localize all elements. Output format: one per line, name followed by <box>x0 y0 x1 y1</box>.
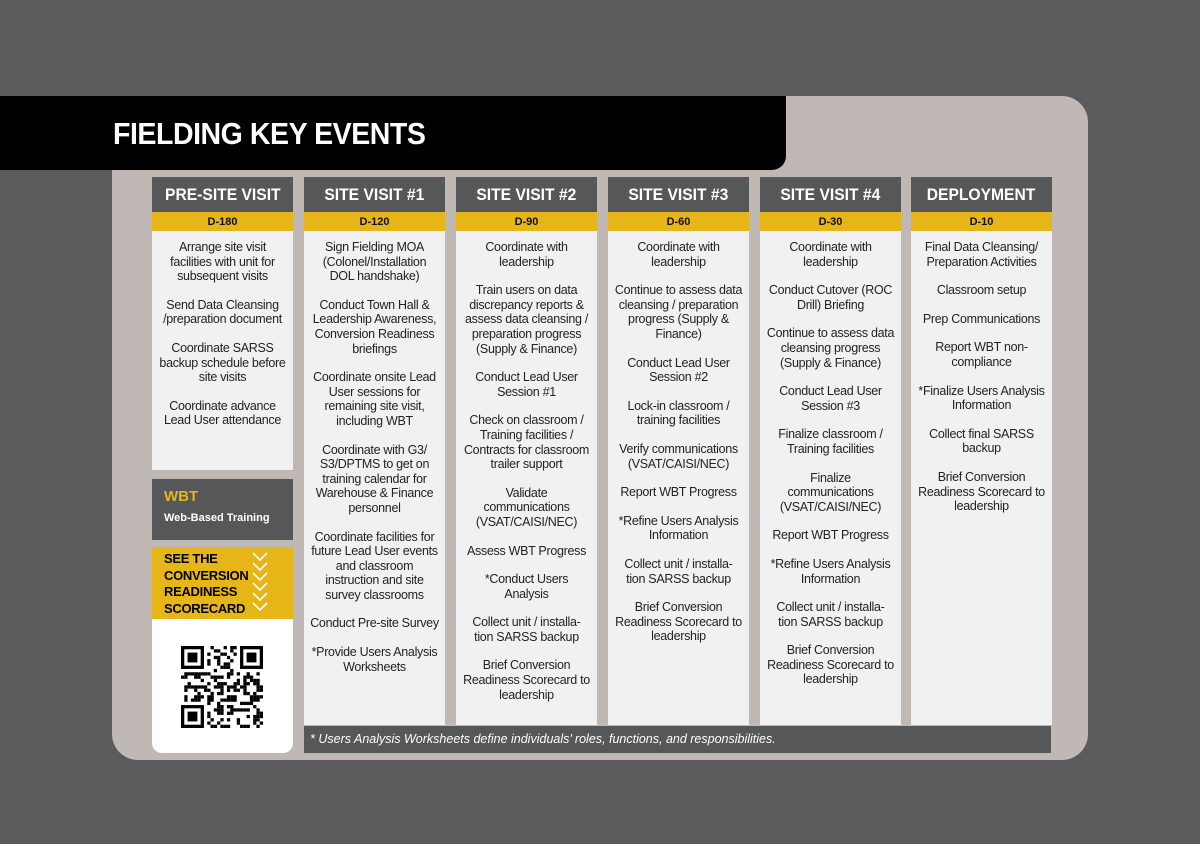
column-day: D-180 <box>152 212 293 231</box>
list-item: *Provide Users Analysis Worksheets <box>311 645 438 674</box>
list-item: *Refine Users Analysis Information <box>618 513 739 543</box>
column-deployment <box>911 177 1052 725</box>
list-item: Brief Conversion Readiness Scorecard to leadership <box>615 600 742 644</box>
column-day: D-30 <box>760 212 901 231</box>
list-item: Brief Conversion Readiness Scorecard to leadership <box>918 469 1045 514</box>
list-item: Check on classroom / Training facilities / Contracts for classroom trailer support <box>463 413 590 472</box>
list-item: Conduct Town Hall & Leadership Awareness, Conversion Readiness briefings <box>312 297 437 356</box>
list-item: Send Data Cleansing /preparation document <box>163 297 282 327</box>
list-item: Report WBT Progress <box>620 485 737 500</box>
list-item: Finalize classroom / Training facilities <box>778 427 883 456</box>
list-item: Prep Communications <box>922 311 1041 326</box>
list-item: Conduct Lead User Session #2 <box>627 355 730 385</box>
scorecard-callout[interactable] <box>152 547 293 619</box>
list-item: Report WBT Progress <box>772 528 889 543</box>
column-header: SITE VISIT #4 <box>760 177 901 212</box>
column-pre-site-visit <box>152 177 293 470</box>
wbt-box <box>152 479 293 540</box>
page-title: FIELDING KEY EVENTS <box>113 116 426 151</box>
column-day: D-120 <box>304 212 445 231</box>
list-item: Lock-in classroom / training facilities <box>627 398 730 428</box>
column-day: D-90 <box>456 212 597 231</box>
list-item: Conduct Pre-site Survey <box>310 616 439 631</box>
scorecard-text: SEE THE CONVERSION READINESS SCORECARD <box>164 551 249 616</box>
column-site-visit-1 <box>304 177 445 725</box>
list-item: Classroom setup <box>936 283 1027 298</box>
list-item: *Conduct Users Analysis <box>484 572 569 601</box>
list-item: Report WBT non-compliance <box>935 340 1028 369</box>
list-item: Assess WBT Progress <box>466 543 587 558</box>
list-item: Coordinate with leadership <box>637 240 720 269</box>
list-item: Coordinate advance Lead User attendance <box>163 398 281 428</box>
list-item: Arrange site visit facilities with unit for subsequent visits <box>170 240 275 284</box>
list-item: Continue to assess data cleansing / preparation progress (Supply & Finance) <box>614 283 743 341</box>
list-item: Coordinate with leadership <box>789 240 872 269</box>
list-item: Coordinate SARSS backup schedule before site visits <box>159 340 286 385</box>
column-header: SITE VISIT #3 <box>608 177 749 212</box>
qr-code-icon[interactable] <box>181 646 263 728</box>
list-item: Collect unit / installa- tion SARSS backup <box>624 556 733 586</box>
list-item: *Finalize Users Analysis Information <box>918 383 1045 413</box>
footnote: * Users Analysis Worksheets define individuals’ roles, functions, and responsibilities. <box>304 726 1051 753</box>
column-site-visit-2 <box>456 177 597 725</box>
column-header: SITE VISIT #1 <box>304 177 445 212</box>
list-item: Brief Conversion Readiness Scorecard to leadership <box>767 643 894 687</box>
column-site-visit-4 <box>760 177 901 725</box>
list-item: Coordinate onsite Lead User sessions for remaining site visit, including WBT <box>313 370 436 428</box>
list-item: Collect unit / installa- tion SARSS backup <box>776 600 885 629</box>
list-item: Final Data Cleansing/ Preparation Activities <box>924 240 1039 269</box>
list-item: Sign Fielding MOA (Colonel/Installation DOL handshake) <box>322 240 427 284</box>
list-item: Finalize communications (VSAT/CAISI/NEC) <box>779 470 882 514</box>
list-item: Verify communications (VSAT/CAISI/NEC) <box>619 441 738 471</box>
chevron-down-icon <box>250 551 270 613</box>
column-site-visit-3 <box>608 177 749 725</box>
column-header: DEPLOYMENT <box>911 177 1052 212</box>
column-day: D-60 <box>608 212 749 231</box>
list-item: Conduct Lead User Session #1 <box>475 370 578 399</box>
list-item: Coordinate with leadership <box>485 240 568 269</box>
list-item: Coordinate with G3/ S3/DPTMS to get on training calendar for Warehouse & Finance personnel <box>315 442 434 515</box>
column-header: SITE VISIT #2 <box>456 177 597 212</box>
list-item: Collect unit / installa- tion SARSS backup <box>472 615 581 644</box>
list-item: Conduct Lead User Session #3 <box>779 384 882 413</box>
list-item: Coordinate facilities for future Lead User events and classroom instruction and site survey classrooms <box>311 529 438 602</box>
list-item: Continue to assess data cleansing progress (Supply & Finance) <box>766 326 895 370</box>
wbt-label: Web-Based Training <box>164 512 270 524</box>
list-item: Collect final SARSS backup <box>929 426 1034 456</box>
title-bar <box>0 96 786 170</box>
list-item: Brief Conversion Readiness Scorecard to leadership <box>463 658 590 702</box>
list-item: Validate communications (VSAT/CAISI/NEC) <box>475 485 578 529</box>
list-item: *Refine Users Analysis Information <box>770 556 891 586</box>
column-day: D-10 <box>911 212 1052 231</box>
list-item: Train users on data discrepancy reports & assess data cleansing / preparation progress (Supply & Finance) <box>464 283 589 356</box>
column-header: PRE-SITE VISIT <box>152 177 293 212</box>
list-item: Conduct Cutover (ROC Drill) Briefing <box>768 283 893 312</box>
wbt-code: WBT <box>164 488 199 505</box>
